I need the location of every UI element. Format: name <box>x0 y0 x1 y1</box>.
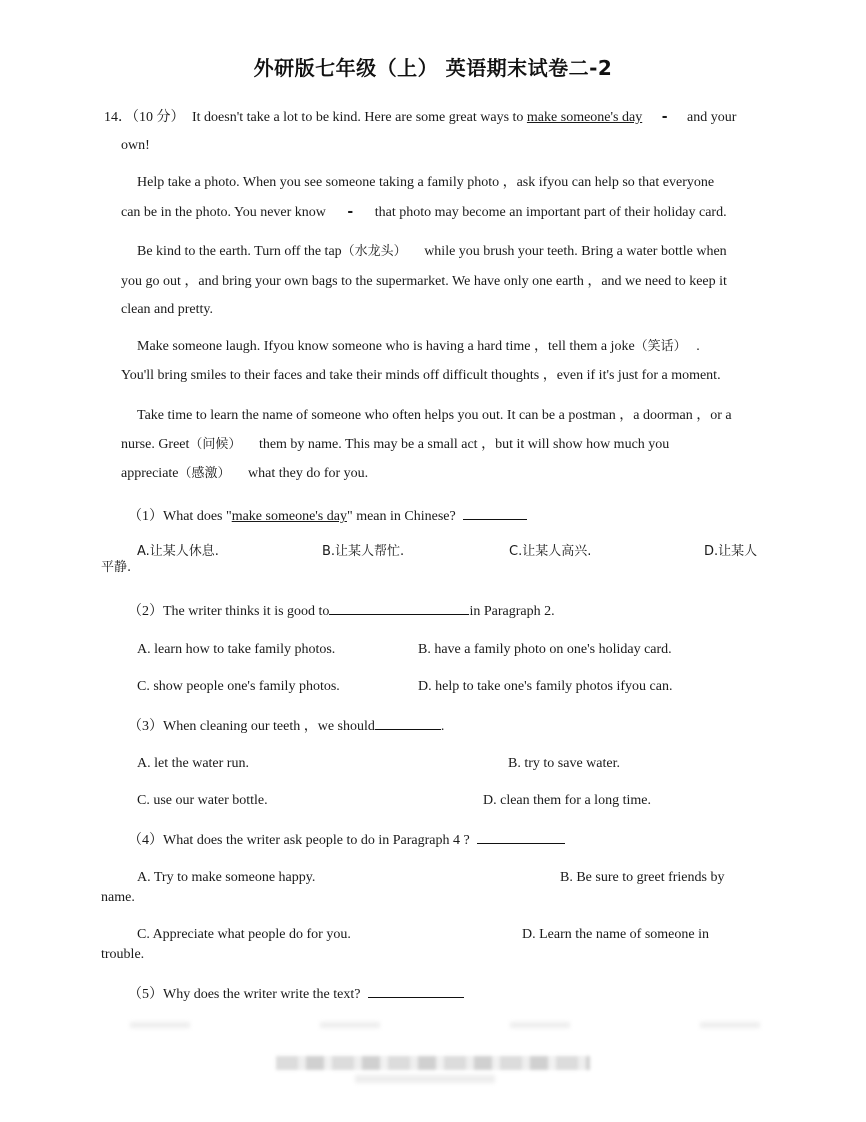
option-b[interactable]: B. Be sure to greet friends by <box>560 870 725 885</box>
text: . <box>440 719 445 734</box>
answer-blank[interactable] <box>329 601 469 615</box>
paragraph-2-line-3: clean and pretty. <box>121 302 213 317</box>
paragraph-3-line-2: You'll bring smiles to their faces and take their minds off difficult thoughts ，even if it's just for a moment. <box>121 368 721 383</box>
option-d[interactable]: D. Learn the name of someone in <box>522 927 709 942</box>
option-a[interactable]: A.让某人休息. <box>137 544 219 559</box>
paragraph-2-line-2: you go out ，and bring your own bags to the supermarket. We have only one earth ，and we need to keep it <box>121 274 727 289</box>
text: can be in the photo. You never know <box>121 205 326 220</box>
question-1-stem <box>128 506 527 526</box>
paragraph-4-line-1: Take time to learn the name of someone who often helps you out. It can be a postman ，a doorman ，or a <box>137 408 732 423</box>
intro-text-end: and your <box>687 110 737 125</box>
option-d[interactable]: D.让某人 <box>704 544 758 559</box>
paragraph-1-line-1: Help take a photo. When you see someone taking a family photo ，ask ifyou can help so that everyone <box>137 175 715 190</box>
text: them by name. This may be a small act ，but it will show how much you <box>258 437 670 452</box>
text: while you brush your teeth. Bring a water bottle when <box>424 244 727 259</box>
answer-blank[interactable] <box>463 506 527 520</box>
intro-text: It doesn't take a lot to be kind. Here are some great ways to <box>192 110 524 125</box>
chinese-gloss: （问候） <box>189 437 242 452</box>
text: that photo may become an important part of their holiday card. <box>374 205 727 220</box>
text: appreciate <box>121 466 179 481</box>
option-b[interactable]: B.让某人帮忙. <box>322 544 405 559</box>
dash: - <box>661 109 668 125</box>
text: . <box>696 339 700 354</box>
option-b[interactable]: B. have a family photo on one's holiday card. <box>418 642 672 657</box>
answer-blank[interactable] <box>477 830 565 844</box>
paragraph-4-line-3 <box>121 465 368 483</box>
question-3-stem <box>128 716 444 736</box>
option-b-wrap: name. <box>101 890 135 905</box>
chinese-gloss: （笑话） <box>634 339 687 354</box>
option-c[interactable]: C. Appreciate what people do for you. <box>137 927 351 942</box>
dash: - <box>347 204 354 220</box>
blurred-watermark-sub <box>355 1075 495 1083</box>
text: Be kind to the earth. Turn off the tap <box>137 244 342 259</box>
page-title: 外研版七年级（上） 英语期末试卷二-2 <box>253 56 613 80</box>
text: nurse. Greet <box>121 437 190 452</box>
answer-blank[interactable] <box>375 716 441 730</box>
question-2-stem <box>128 601 555 621</box>
paragraph-2-line-1 <box>137 243 727 261</box>
option-d-wrap: 平静. <box>101 560 132 575</box>
option-c[interactable]: C. show people one's family photos. <box>137 679 340 694</box>
intro-text-wrap: own! <box>121 138 150 153</box>
paragraph-1-line-2 <box>121 203 727 222</box>
option-c[interactable]: C. use our water bottle. <box>137 793 268 808</box>
text: in Paragraph 2. <box>469 604 555 619</box>
text: " mean in Chinese? <box>346 509 456 524</box>
answer-blank[interactable] <box>368 984 464 998</box>
text: （3）When cleaning our teeth ，we should <box>128 719 375 734</box>
key-phrase: make someone's day <box>526 110 643 125</box>
option-a[interactable]: A. Try to make someone happy. <box>137 870 316 885</box>
faded-options-row <box>130 1022 770 1028</box>
text: （2）The writer thinks it is good to <box>128 604 330 619</box>
chinese-gloss: （感激） <box>178 466 231 481</box>
question-5-stem <box>128 984 464 1004</box>
question-14-intro <box>104 108 736 127</box>
paragraph-3-line-1 <box>137 338 700 356</box>
option-d[interactable]: D. help to take one's family photos ifyou can. <box>418 679 673 694</box>
question-number: 14．（10 分） <box>104 110 185 125</box>
text: （4）What does the writer ask people to do in Paragraph 4 ? <box>128 833 470 848</box>
option-a[interactable]: A. let the water run. <box>137 756 249 771</box>
text: what they do for you. <box>248 466 369 481</box>
text: （5）Why does the writer write the text? <box>128 987 361 1002</box>
text: （1）What does " <box>128 509 232 524</box>
blurred-watermark <box>276 1056 590 1070</box>
key-phrase: make someone's day <box>231 509 347 524</box>
option-c[interactable]: C.让某人高兴. <box>509 544 592 559</box>
option-d[interactable]: D. clean them for a long time. <box>483 793 651 808</box>
chinese-gloss: （水龙头） <box>341 244 407 259</box>
question-4-stem <box>128 830 565 850</box>
option-b[interactable]: B. try to save water. <box>508 756 620 771</box>
option-d-wrap: trouble. <box>101 947 145 962</box>
paragraph-4-line-2 <box>121 436 669 454</box>
option-a[interactable]: A. learn how to take family photos. <box>137 642 336 657</box>
text: Make someone laugh. Ifyou know someone who is having a hard time ，tell them a joke <box>137 339 635 354</box>
